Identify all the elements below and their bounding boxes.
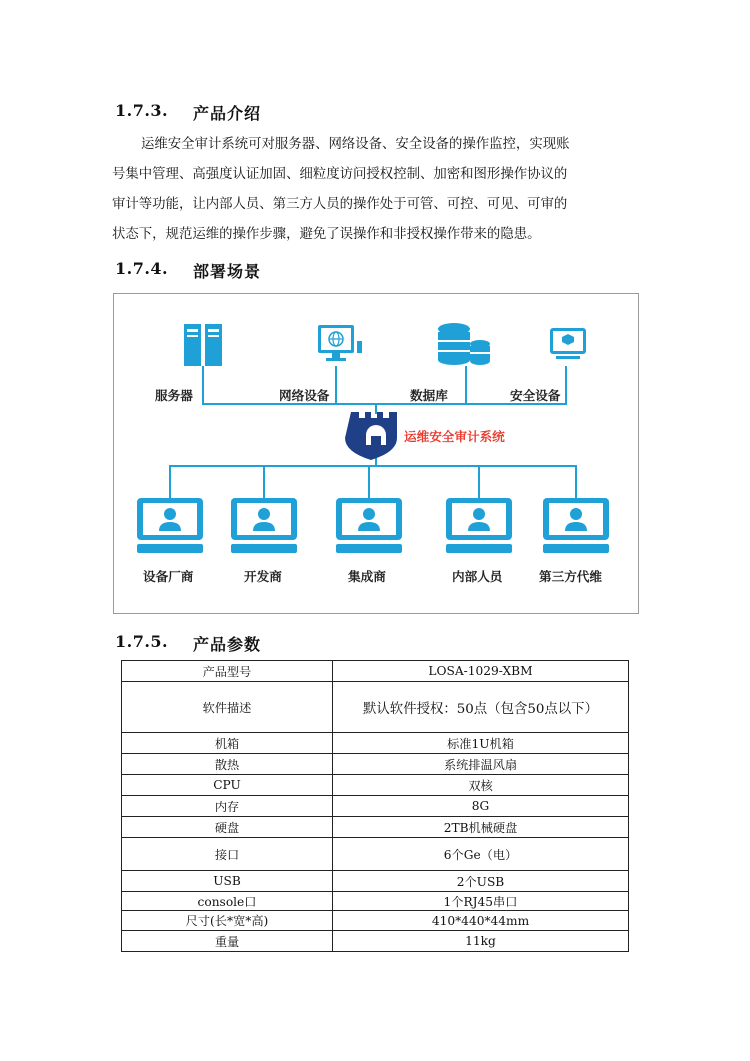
- param-name: 重量: [122, 931, 333, 952]
- table-row: [122, 911, 629, 931]
- param-value: 系统排温风扇: [333, 754, 629, 775]
- param-value: 双核: [333, 775, 629, 796]
- section-number: 1.7.3.: [115, 101, 169, 120]
- section-title: 产品介绍: [193, 104, 262, 123]
- param-name: 散热: [122, 754, 333, 775]
- node-label-third-party: 第三方代维: [539, 569, 602, 584]
- node-label-integrator: 集成商: [348, 569, 386, 584]
- param-value: 1个RJ45串口: [333, 892, 629, 911]
- node-label-network-device: 网络设备: [279, 388, 330, 403]
- param-name: 机箱: [122, 733, 333, 754]
- table-row: [122, 682, 629, 733]
- node-label-security-device: 安全设备: [510, 388, 561, 403]
- section-heading-intro: [115, 101, 261, 124]
- center-node-label: 运维安全审计系统: [404, 429, 505, 444]
- param-name: 硬盘: [122, 817, 333, 838]
- param-value: 410*440*44mm: [333, 911, 629, 931]
- paragraph-line: 运维安全审计系统可对服务器、网络设备、安全设备的操作监控，实现账: [141, 137, 570, 152]
- table-row: [122, 775, 629, 796]
- section-title: 产品参数: [193, 635, 262, 654]
- table-row: [122, 733, 629, 754]
- param-value: 8G: [333, 796, 629, 817]
- node-label-vendor: 设备厂商: [143, 569, 194, 584]
- node-label-database: 数据库: [410, 388, 448, 403]
- section-number: 1.7.5.: [115, 632, 169, 651]
- param-name: 产品型号: [122, 661, 333, 682]
- table-row: [122, 931, 629, 952]
- param-value: 2TB机械硬盘: [333, 817, 629, 838]
- param-name: USB: [122, 871, 333, 892]
- table-row: [122, 838, 629, 871]
- node-label-server: 服务器: [155, 388, 193, 403]
- table-row: [122, 871, 629, 892]
- param-value: 2个USB: [333, 871, 629, 892]
- param-name: 内存: [122, 796, 333, 817]
- param-name: console口: [122, 892, 333, 911]
- intro-paragraph: [112, 130, 632, 250]
- table-row: [122, 892, 629, 911]
- product-params-table: [121, 660, 629, 952]
- network-device-icon: [318, 325, 362, 361]
- security-device-icon: [550, 328, 586, 359]
- section-title: 部署场景: [193, 262, 262, 281]
- user-terminal-icon: [336, 498, 402, 553]
- param-name: CPU: [122, 775, 333, 796]
- audit-system-shield-icon: [345, 412, 397, 460]
- param-name: 接口: [122, 838, 333, 871]
- node-label-developer: 开发商: [244, 569, 282, 584]
- table-row: [122, 817, 629, 838]
- table-row: [122, 661, 629, 682]
- server-icon: [184, 324, 222, 366]
- table-row: [122, 754, 629, 775]
- user-terminal-icon: [231, 498, 297, 553]
- paragraph-line: 状态下，规范运维的操作步骤，避免了误操作和非授权操作带来的隐患。: [112, 227, 541, 242]
- param-value: 11kg: [333, 931, 629, 952]
- node-label-internal-staff: 内部人员: [452, 569, 503, 584]
- param-value: LOSA-1029-XBM: [333, 661, 629, 682]
- param-name: 尺寸(长*宽*高): [122, 911, 333, 931]
- section-heading-deploy: [115, 259, 261, 282]
- section-number: 1.7.4.: [115, 259, 169, 278]
- user-terminal-icon: [446, 498, 512, 553]
- paragraph-line: 审计等功能，让内部人员、第三方人员的操作处于可管、可控、可见、可审的: [112, 197, 568, 212]
- table-row: [122, 796, 629, 817]
- param-name: 软件描述: [122, 682, 333, 733]
- param-value: 默认软件授权：50点（包含50点以下）: [333, 682, 629, 733]
- user-terminal-icon: [137, 498, 203, 553]
- section-heading-params: [115, 632, 261, 655]
- database-icon: [438, 323, 490, 365]
- param-value: 标准1U机箱: [333, 733, 629, 754]
- paragraph-line: 号集中管理、高强度认证加固、细粒度访问授权控制、加密和图形操作协议的: [112, 167, 568, 182]
- deployment-diagram: [113, 293, 639, 614]
- param-value: 6个Ge（电）: [333, 838, 629, 871]
- user-terminal-icon: [543, 498, 609, 553]
